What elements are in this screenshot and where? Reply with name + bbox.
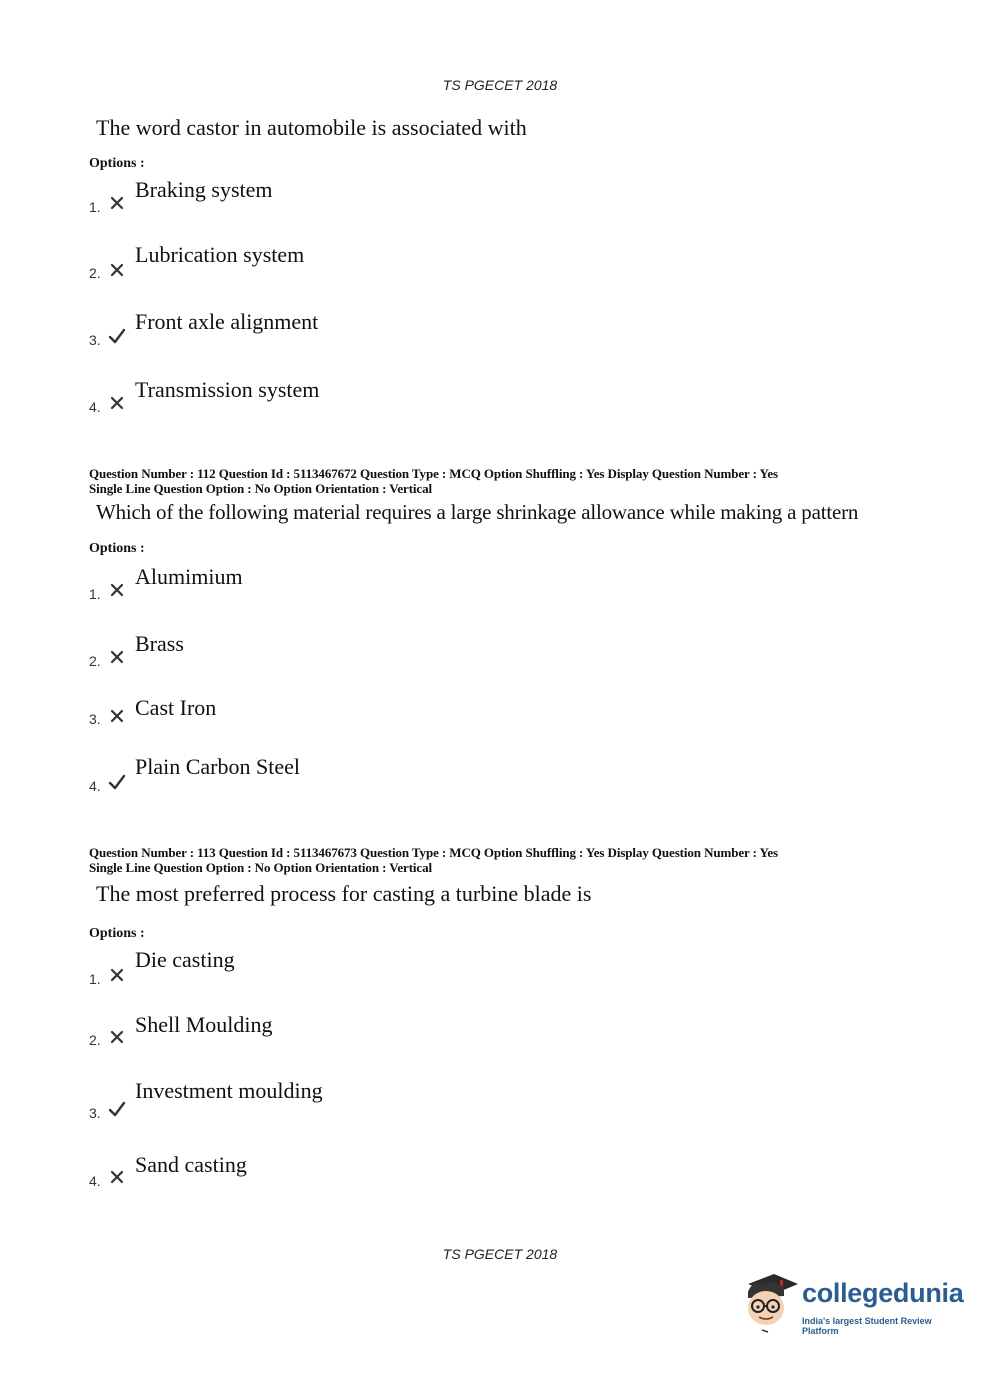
option-text: Lubrication system [135,242,305,267]
option-text: Brass [135,631,184,656]
option-number: 1. [89,971,101,987]
cross-mark-icon [108,194,126,212]
cross-mark-icon [108,394,126,412]
question-meta-line: Question Number : 112 Question Id : 5113467672 Question Type : MCQ Option Shuffling : Yes Display Question Number : Yes [89,466,778,481]
cross-mark-icon [108,707,126,725]
cross-mark-icon [108,261,126,279]
cross-mark-icon [108,1168,126,1186]
option-number: 3. [89,711,101,727]
page-footer: TS PGECET 2018 [442,1246,558,1262]
option-number: 4. [89,399,101,415]
question-meta-line: Single Line Question Option : No Option Orientation : Vertical [89,481,433,496]
question-meta-line: Question Number : 113 Question Id : 5113467673 Question Type : MCQ Option Shuffling : Yes Display Question Number : Yes [89,845,778,860]
cross-mark-icon [108,966,126,984]
graduate-mascot-icon [740,1270,800,1338]
options-label: Options : [89,156,145,171]
option-text: Cast Iron [135,695,217,720]
cross-mark-icon [108,581,126,599]
cross-mark-icon [108,648,126,666]
option-text: Plain Carbon Steel [135,754,300,779]
question-text: Which of the following material requires a large shrinkage allowance while making a pattern [96,500,859,524]
option-number: 2. [89,265,101,281]
logo-tagline: India's largest Student Review Platform [802,1316,932,1336]
collegedunia-logo [740,1270,970,1340]
option-number: 3. [89,1105,101,1121]
check-mark-icon [108,773,126,791]
question-text: The word castor in automobile is associated with [96,115,527,140]
option-number: 4. [89,778,101,794]
check-mark-icon [108,1100,126,1118]
logo-name: collegedunia [802,1278,964,1308]
option-number: 1. [89,199,101,215]
option-number: 4. [89,1173,101,1189]
question-meta [89,845,778,875]
option-number: 1. [89,586,101,602]
question-meta-line: Single Line Question Option : No Option Orientation : Vertical [89,860,433,875]
option-text: Braking system [135,177,273,202]
option-text: Front axle alignment [135,309,319,334]
options-label: Options : [89,541,145,556]
page-header: TS PGECET 2018 [442,77,558,93]
cross-mark-icon [108,1028,126,1046]
option-text: Alumimium [135,564,243,589]
question-text: The most preferred process for casting a turbine blade is [96,881,592,906]
option-text: Transmission system [135,377,320,402]
option-text: Investment moulding [135,1078,323,1103]
question-meta [89,466,778,496]
check-mark-icon [108,327,126,345]
option-number: 3. [89,332,101,348]
option-number: 2. [89,653,101,669]
option-text: Die casting [135,947,235,972]
option-number: 2. [89,1032,101,1048]
option-text: Shell Moulding [135,1012,273,1037]
option-text: Sand casting [135,1152,247,1177]
options-label: Options : [89,926,145,941]
